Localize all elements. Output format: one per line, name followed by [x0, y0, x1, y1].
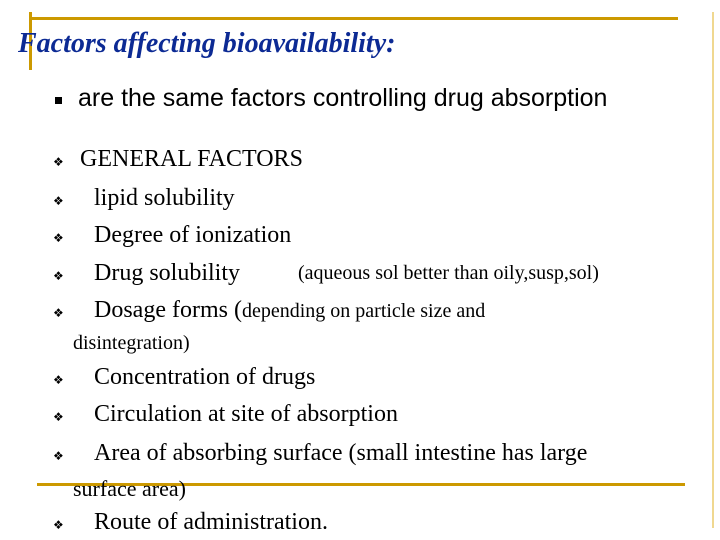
- list-item-text: Circulation at site of absorption: [94, 401, 398, 427]
- diamond-bullet-icon: ❖: [53, 155, 64, 169]
- list-item-text: Concentration of drugs: [94, 364, 316, 390]
- diamond-bullet-icon: ❖: [53, 194, 64, 208]
- list-item-text: Degree of ionization: [94, 222, 292, 248]
- diamond-bullet-icon: ❖: [53, 373, 64, 387]
- list-item-text: Route of administration.: [94, 509, 328, 535]
- list-item-continuation: surface area): [73, 476, 186, 501]
- list-item-text: GENERAL FACTORS: [80, 146, 303, 172]
- diamond-bullet-icon: ❖: [53, 231, 64, 245]
- list-item-text: Dosage forms (depending on particle size and: [94, 297, 486, 323]
- diamond-bullet-icon: ❖: [53, 518, 64, 532]
- right-accent-line: [712, 12, 714, 528]
- diamond-bullet-icon: ❖: [53, 269, 64, 283]
- slide-title: Factors affecting bioavailability:: [18, 28, 396, 59]
- diamond-bullet-icon: ❖: [53, 306, 64, 320]
- list-item-text: Drug solubility: [94, 260, 241, 286]
- list-item-note: (aqueous sol better than oily,susp,sol): [298, 262, 599, 284]
- top-accent-line: [32, 17, 678, 20]
- diamond-bullet-icon: ❖: [53, 410, 64, 424]
- diamond-bullet-icon: ❖: [53, 449, 64, 463]
- list-item-continuation: disintegration): [73, 332, 190, 354]
- subtitle-line: are the same factors controlling drug absorption: [78, 84, 608, 112]
- list-item-note: depending on particle size and: [241, 300, 486, 322]
- square-bullet-icon: [55, 97, 62, 104]
- list-item-text: Area of absorbing surface (small intestine has large: [94, 440, 588, 466]
- list-item-text: lipid solubility: [94, 185, 235, 211]
